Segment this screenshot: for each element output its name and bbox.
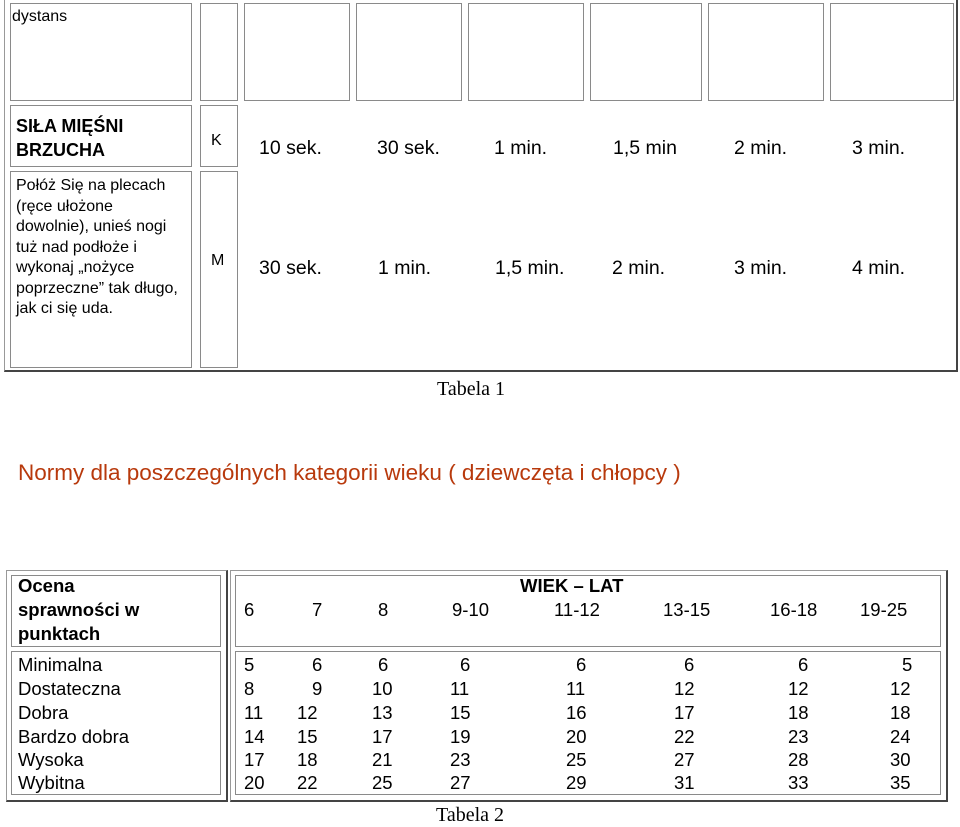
score-value: 18 [297, 749, 318, 770]
age-group: 9-10 [452, 599, 490, 620]
empty-cell [244, 3, 350, 101]
score-value: 24 [890, 726, 911, 747]
score-value: 6 [798, 654, 809, 675]
score-value: 15 [297, 726, 318, 747]
score-value: 12 [674, 678, 695, 699]
age-group: 6 [244, 599, 255, 620]
score-value: 5 [244, 654, 255, 675]
age-group: 19-25 [860, 599, 908, 620]
row-m-value: 1 min. [378, 257, 432, 279]
row-m-value: 30 sek. [259, 257, 322, 279]
score-value: 8 [244, 678, 255, 699]
header-left-line: punktach [18, 623, 101, 644]
score-value: 31 [674, 772, 695, 793]
score-value: 30 [890, 749, 911, 770]
score-value: 20 [566, 726, 587, 747]
section-heading: Normy dla poszczególnych kategorii wieku ( dziewczęta i chłopcy ) [18, 460, 681, 485]
age-group: 13-15 [663, 599, 711, 620]
empty-cell [708, 3, 824, 101]
row-label: Wybitna [18, 772, 85, 793]
age-group: 7 [312, 599, 323, 620]
score-value: 6 [684, 654, 695, 675]
score-value: 29 [566, 772, 587, 793]
table2-caption: Tabela 2 [436, 804, 505, 826]
row-m-value: 3 min. [734, 257, 788, 279]
row-m-value: 1,5 min. [495, 257, 565, 279]
score-value: 22 [297, 772, 318, 793]
row-m-value: 4 min. [852, 257, 906, 279]
row-label: Dostateczna [18, 678, 121, 699]
score-value: 25 [372, 772, 393, 793]
scores-cell [235, 651, 941, 795]
score-value: 25 [566, 749, 587, 770]
header-left-line: sprawności w [18, 599, 140, 620]
score-value: 35 [890, 772, 911, 793]
score-value: 11 [450, 678, 470, 699]
header-left-line: Ocena [18, 575, 75, 596]
empty-cell [590, 3, 702, 101]
row-label: Bardzo dobra [18, 726, 130, 747]
score-value: 10 [372, 678, 393, 699]
score-value: 18 [890, 702, 911, 723]
table1-caption: Tabela 1 [437, 378, 506, 400]
score-value: 6 [312, 654, 323, 675]
score-value: 6 [460, 654, 471, 675]
score-value: 16 [566, 702, 587, 723]
score-value: 9 [312, 678, 323, 699]
score-value: 12 [297, 702, 318, 723]
empty-cell [468, 3, 584, 101]
empty-cell [830, 3, 954, 101]
age-group: 8 [378, 599, 389, 620]
score-value: 22 [674, 726, 695, 747]
score-value: 14 [244, 726, 265, 747]
score-value: 20 [244, 772, 265, 793]
row-k-value: 3 min. [852, 137, 906, 159]
score-value: 11 [566, 678, 586, 699]
score-value: 6 [378, 654, 389, 675]
empty-cell [200, 3, 238, 101]
dystans-label: dystans [12, 8, 68, 25]
age-group: 16-18 [770, 599, 818, 620]
score-value: 23 [450, 749, 471, 770]
score-value: 17 [244, 749, 265, 770]
score-value: 33 [788, 772, 809, 793]
score-value: 17 [674, 702, 695, 723]
row-label: Dobra [18, 702, 69, 723]
row-label: Minimalna [18, 654, 103, 675]
row-k-value: 30 sek. [377, 137, 440, 159]
score-value: 27 [450, 772, 471, 793]
score-value: 11 [244, 702, 264, 723]
score-value: 19 [450, 726, 471, 747]
exercise-description: Połóż Się na plecach (ręce ułożone dowolnie), unieś nogi tuż nad podłoże i wykonaj „nożyce poprzeczne” tak długo, jak ci się uda. [16, 177, 178, 317]
score-value: 12 [890, 678, 911, 699]
row-k-value: 2 min. [734, 137, 788, 159]
score-value: 6 [576, 654, 587, 675]
exercise-title: SIŁA MIĘŚNI BRZUCHA [16, 116, 124, 160]
score-value: 5 [902, 654, 913, 675]
empty-cell [356, 3, 462, 101]
score-value: 21 [372, 749, 393, 770]
age-group: 11-12 [554, 599, 600, 620]
row-m-value: 2 min. [612, 257, 666, 279]
age-header: WIEK – LAT [520, 575, 624, 596]
row-m-label: M [211, 252, 225, 269]
row-k-value: 1,5 min [613, 137, 677, 159]
row-k-label: K [211, 132, 222, 149]
score-value: 13 [372, 702, 393, 723]
row-label: Wysoka [18, 749, 84, 770]
score-value: 27 [674, 749, 695, 770]
score-value: 17 [372, 726, 393, 747]
score-value: 23 [788, 726, 809, 747]
score-value: 12 [788, 678, 809, 699]
row-k-value: 10 sek. [259, 137, 322, 159]
row-k-value: 1 min. [494, 137, 548, 159]
score-value: 28 [788, 749, 809, 770]
score-value: 15 [450, 702, 471, 723]
score-value: 18 [788, 702, 809, 723]
